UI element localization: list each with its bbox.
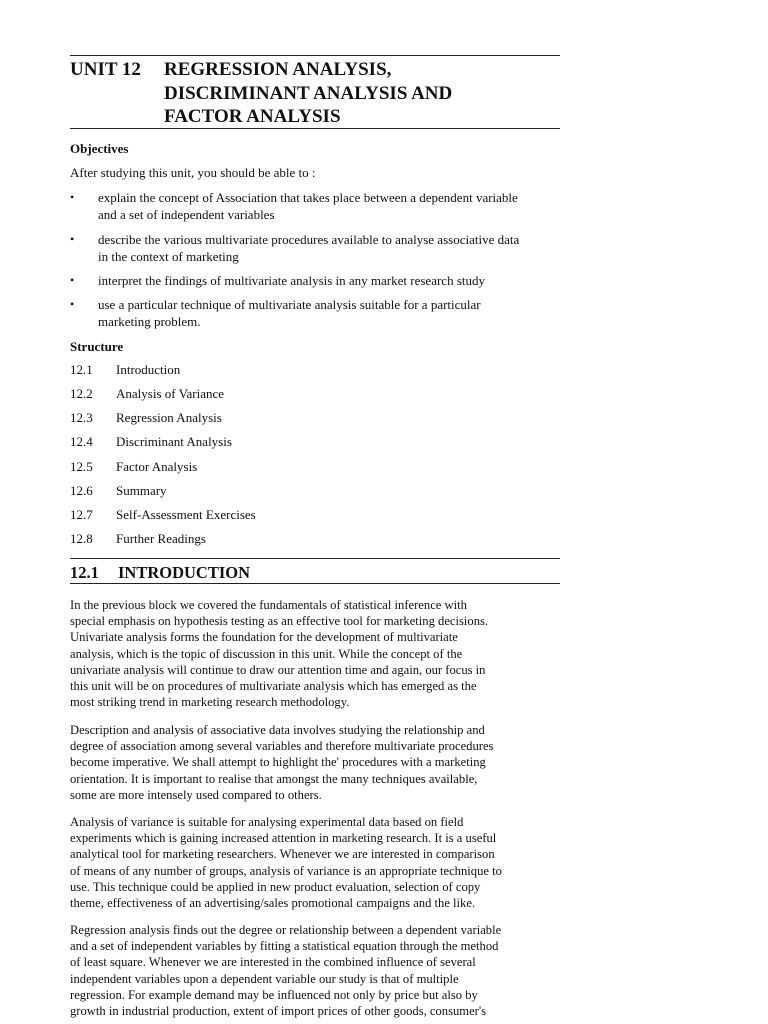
- objective-line: use a particular technique of multivariate analysis suitable for a particular: [98, 297, 481, 312]
- paragraph-line: special emphasis on hypothesis testing as an effective tool for marketing decisions.: [70, 614, 489, 629]
- paragraph-line: and a set of independent variables by fitting a statistical equation through the method: [70, 939, 499, 954]
- objective-line: marketing problem.: [98, 313, 201, 329]
- objective-line: interpret the findings of multivariate analysis in any market research study: [98, 273, 485, 288]
- objective-item: [70, 297, 560, 330]
- structure-number: 12.2: [70, 386, 93, 401]
- paragraph-line: univariate analysis will continue to draw our attention time and again, our focus in: [70, 662, 486, 677]
- paragraph-line: Analysis of variance is suitable for analysing experimental data based on field: [70, 815, 464, 829]
- unit-title-line: FACTOR ANALYSIS: [164, 106, 341, 127]
- paragraph-line: analysis, which is the topic of discussion in this unit. While the concept of the: [70, 646, 463, 661]
- objectives-intro: After studying this unit, you should be able to :: [70, 165, 316, 180]
- bullet-icon: •: [70, 273, 75, 287]
- structure-number: 12.5: [70, 459, 93, 474]
- structure-number: 12.6: [70, 483, 93, 498]
- structure-label: Further Readings: [116, 531, 206, 546]
- top-rule: [70, 55, 560, 56]
- structure-number: 12.4: [70, 434, 93, 449]
- section-number: 12.1: [70, 563, 99, 582]
- structure-number: 12.1: [70, 362, 93, 377]
- structure-label: Introduction: [116, 362, 181, 377]
- structure-label: Factor Analysis: [116, 459, 198, 474]
- section-bottom-rule: [70, 583, 560, 584]
- paragraph-line: orientation. It is important to realise that amongst the many techniques available,: [70, 771, 478, 786]
- structure-number: 12.7: [70, 507, 93, 522]
- objective-line: describe the various multivariate procedures available to analyse associative data: [98, 232, 520, 247]
- paragraph-line: theme, effectiveness of an advertising/sales promotional campaigns and the like.: [70, 896, 476, 911]
- objective-line: in the context of marketing: [98, 248, 239, 264]
- paragraph-line: regression. For example demand may be influenced not only by price but also by: [70, 987, 478, 1002]
- paragraph-line: of means of any number of groups, analysis of variance is an appropriate technique to: [70, 863, 502, 878]
- unit-number: UNIT 12: [70, 59, 141, 80]
- structure-label: Analysis of Variance: [116, 386, 225, 401]
- structure-label: Regression Analysis: [116, 410, 222, 425]
- paragraph-line: analytical tool for marketing researchers. Whenever we are interested in comparison: [70, 847, 495, 862]
- paragraph-line: independent variables upon a dependent variable our study is that of multiple: [70, 971, 459, 986]
- structure-number: 12.3: [70, 410, 93, 425]
- structure-label: Discriminant Analysis: [116, 434, 232, 449]
- objective-line: and a set of independent variables: [98, 206, 275, 222]
- paragraph-line: experiments which is gaining increased attention in marketing research. It is a useful: [70, 831, 497, 846]
- structure-label: Self-Assessment Exercises: [116, 507, 256, 522]
- objective-item: [70, 232, 560, 265]
- bullet-icon: •: [70, 297, 75, 311]
- structure-label: Summary: [116, 483, 167, 498]
- objective-item: [70, 190, 560, 223]
- section-top-rule: [70, 558, 560, 559]
- bullet-icon: •: [70, 190, 75, 204]
- bullet-icon: •: [70, 232, 75, 246]
- paragraph-line: use. This technique could be applied in new product evaluation, selection of copy: [70, 879, 481, 894]
- intro-paragraph: [70, 722, 565, 803]
- structure-heading: Structure: [70, 339, 124, 354]
- paragraph-line: degree of association among several variables and therefore multivariate procedures: [70, 739, 494, 754]
- unit-title-line: REGRESSION ANALYSIS,: [164, 59, 392, 80]
- paragraph-line: become imperative. We shall attempt to highlight the' procedures with a marketing: [70, 755, 486, 770]
- paragraph-line: Description and analysis of associative data involves studying the relationship and: [70, 723, 485, 737]
- paragraph-line: In the previous block we covered the fundamentals of statistical inference with: [70, 598, 467, 612]
- objective-line: explain the concept of Association that takes place between a dependent variable: [98, 190, 518, 205]
- paragraph-line: Regression analysis finds out the degree or relationship between a dependent variable: [70, 923, 502, 937]
- intro-paragraph: [70, 597, 565, 710]
- intro-paragraph: [70, 922, 565, 1019]
- paragraph-line: most striking trend in marketing research methodology.: [70, 695, 350, 710]
- paragraph-line: growth in industrial production, extent of import prices of other goods, consumer's: [70, 1004, 487, 1019]
- intro-paragraph: [70, 814, 565, 911]
- objective-item: [70, 273, 560, 290]
- paragraph-line: of least square. Whenever we are interested in the combined influence of several: [70, 955, 476, 970]
- section-title: INTRODUCTION: [118, 563, 251, 582]
- objectives-heading: Objectives: [70, 141, 129, 156]
- paragraph-line: this unit will be on procedures of multivariate analysis which has emerged as the: [70, 679, 477, 694]
- title-bottom-rule: [70, 128, 560, 129]
- paragraph-line: Univariate analysis forms the foundation for the development of multivariate: [70, 630, 458, 645]
- structure-number: 12.8: [70, 531, 93, 546]
- paragraph-line: some are more intensely used compared to others.: [70, 787, 322, 802]
- unit-title: [164, 58, 564, 129]
- unit-title-line: DISCRIMINANT ANALYSIS AND: [164, 82, 453, 104]
